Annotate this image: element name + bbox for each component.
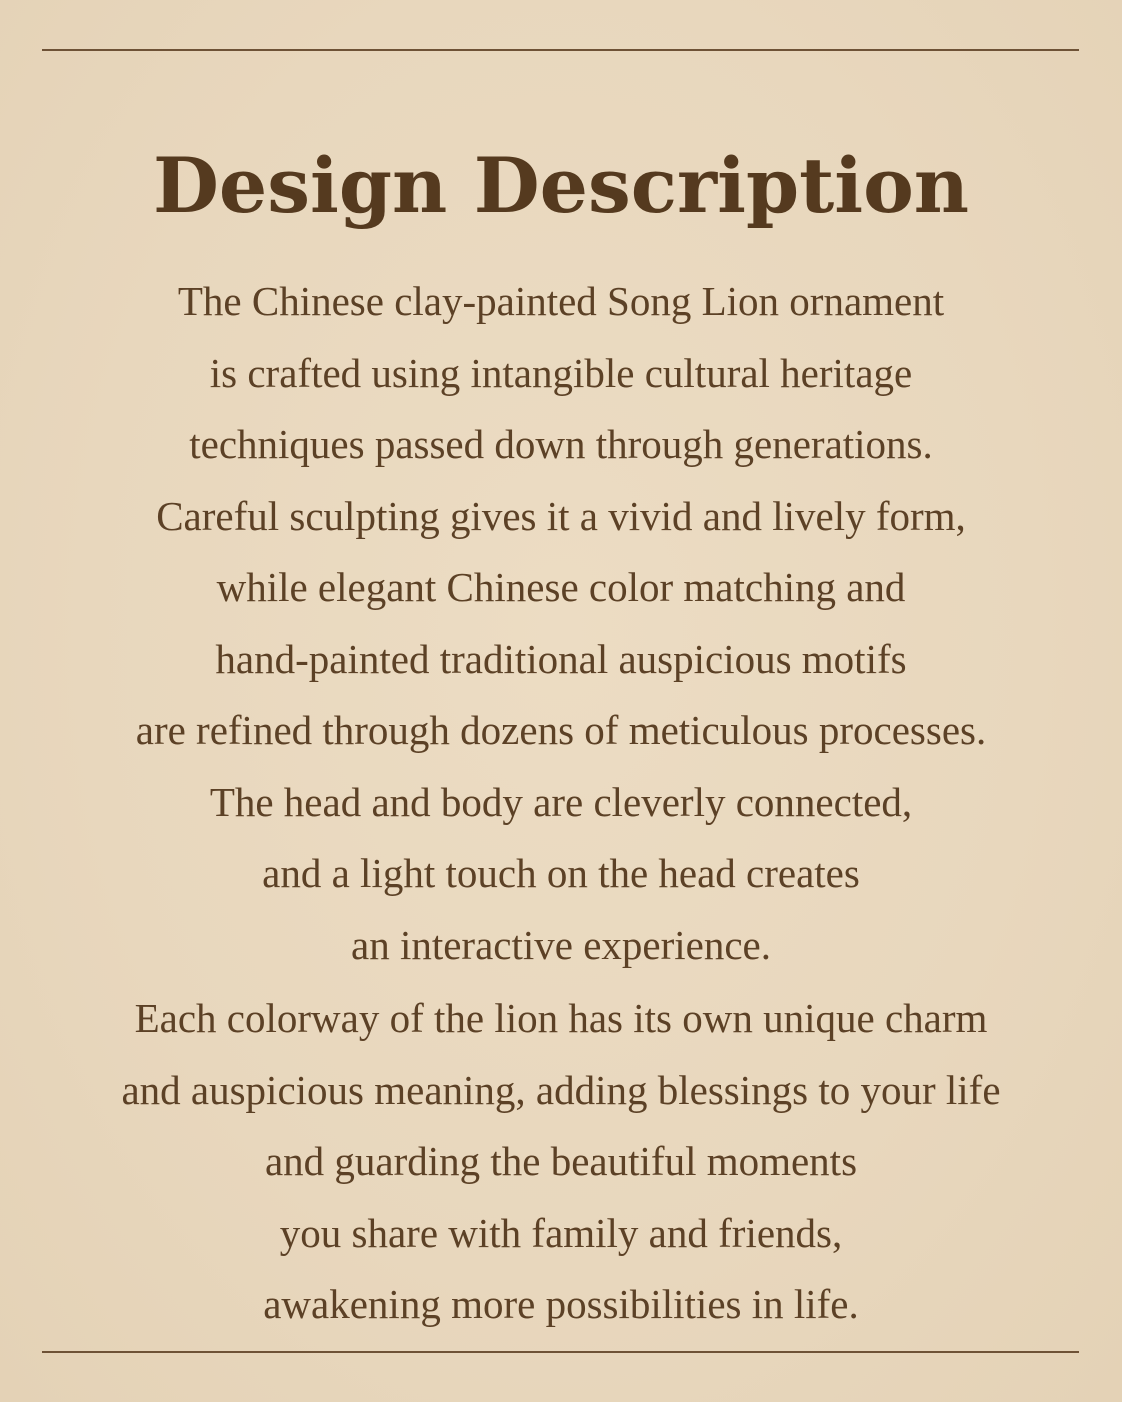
text-line: and auspicious meaning, adding blessings to your life [121, 1066, 1001, 1113]
text-line: awakening more possibilities in life. [263, 1281, 859, 1327]
text-line: and guarding the beautiful moments [264, 1138, 858, 1184]
text-line: hand-painted traditional auspicious motifs [215, 635, 907, 682]
text-line: techniques passed down through generations. [189, 421, 933, 467]
text-line: an interactive experience. [351, 921, 771, 968]
text-line: Each colorway of the lion has its own unique charm [134, 995, 988, 1041]
description-body [60, 266, 1062, 1341]
page-title: Design Description [152, 141, 970, 230]
text-line: The head and body are cleverly connected, [209, 778, 913, 825]
text-line: Careful sculpting gives it a vivid and lively form, [156, 492, 966, 539]
text-line: and a light touch on the head creates [262, 850, 860, 896]
text-line: while elegant Chinese color matching and [216, 564, 906, 610]
text-line: are refined through dozens of meticulous processes. [135, 707, 987, 753]
paragraph-2 [60, 983, 1062, 1341]
text-line: you share with family and friends, [279, 1209, 843, 1256]
top-divider [42, 49, 1079, 51]
paragraph-1 [60, 266, 1062, 981]
text-line: is crafted using intangible cultural heritage [209, 349, 913, 396]
bottom-divider [42, 1351, 1079, 1353]
text-line: The Chinese clay-painted Song Lion ornament [177, 278, 945, 324]
